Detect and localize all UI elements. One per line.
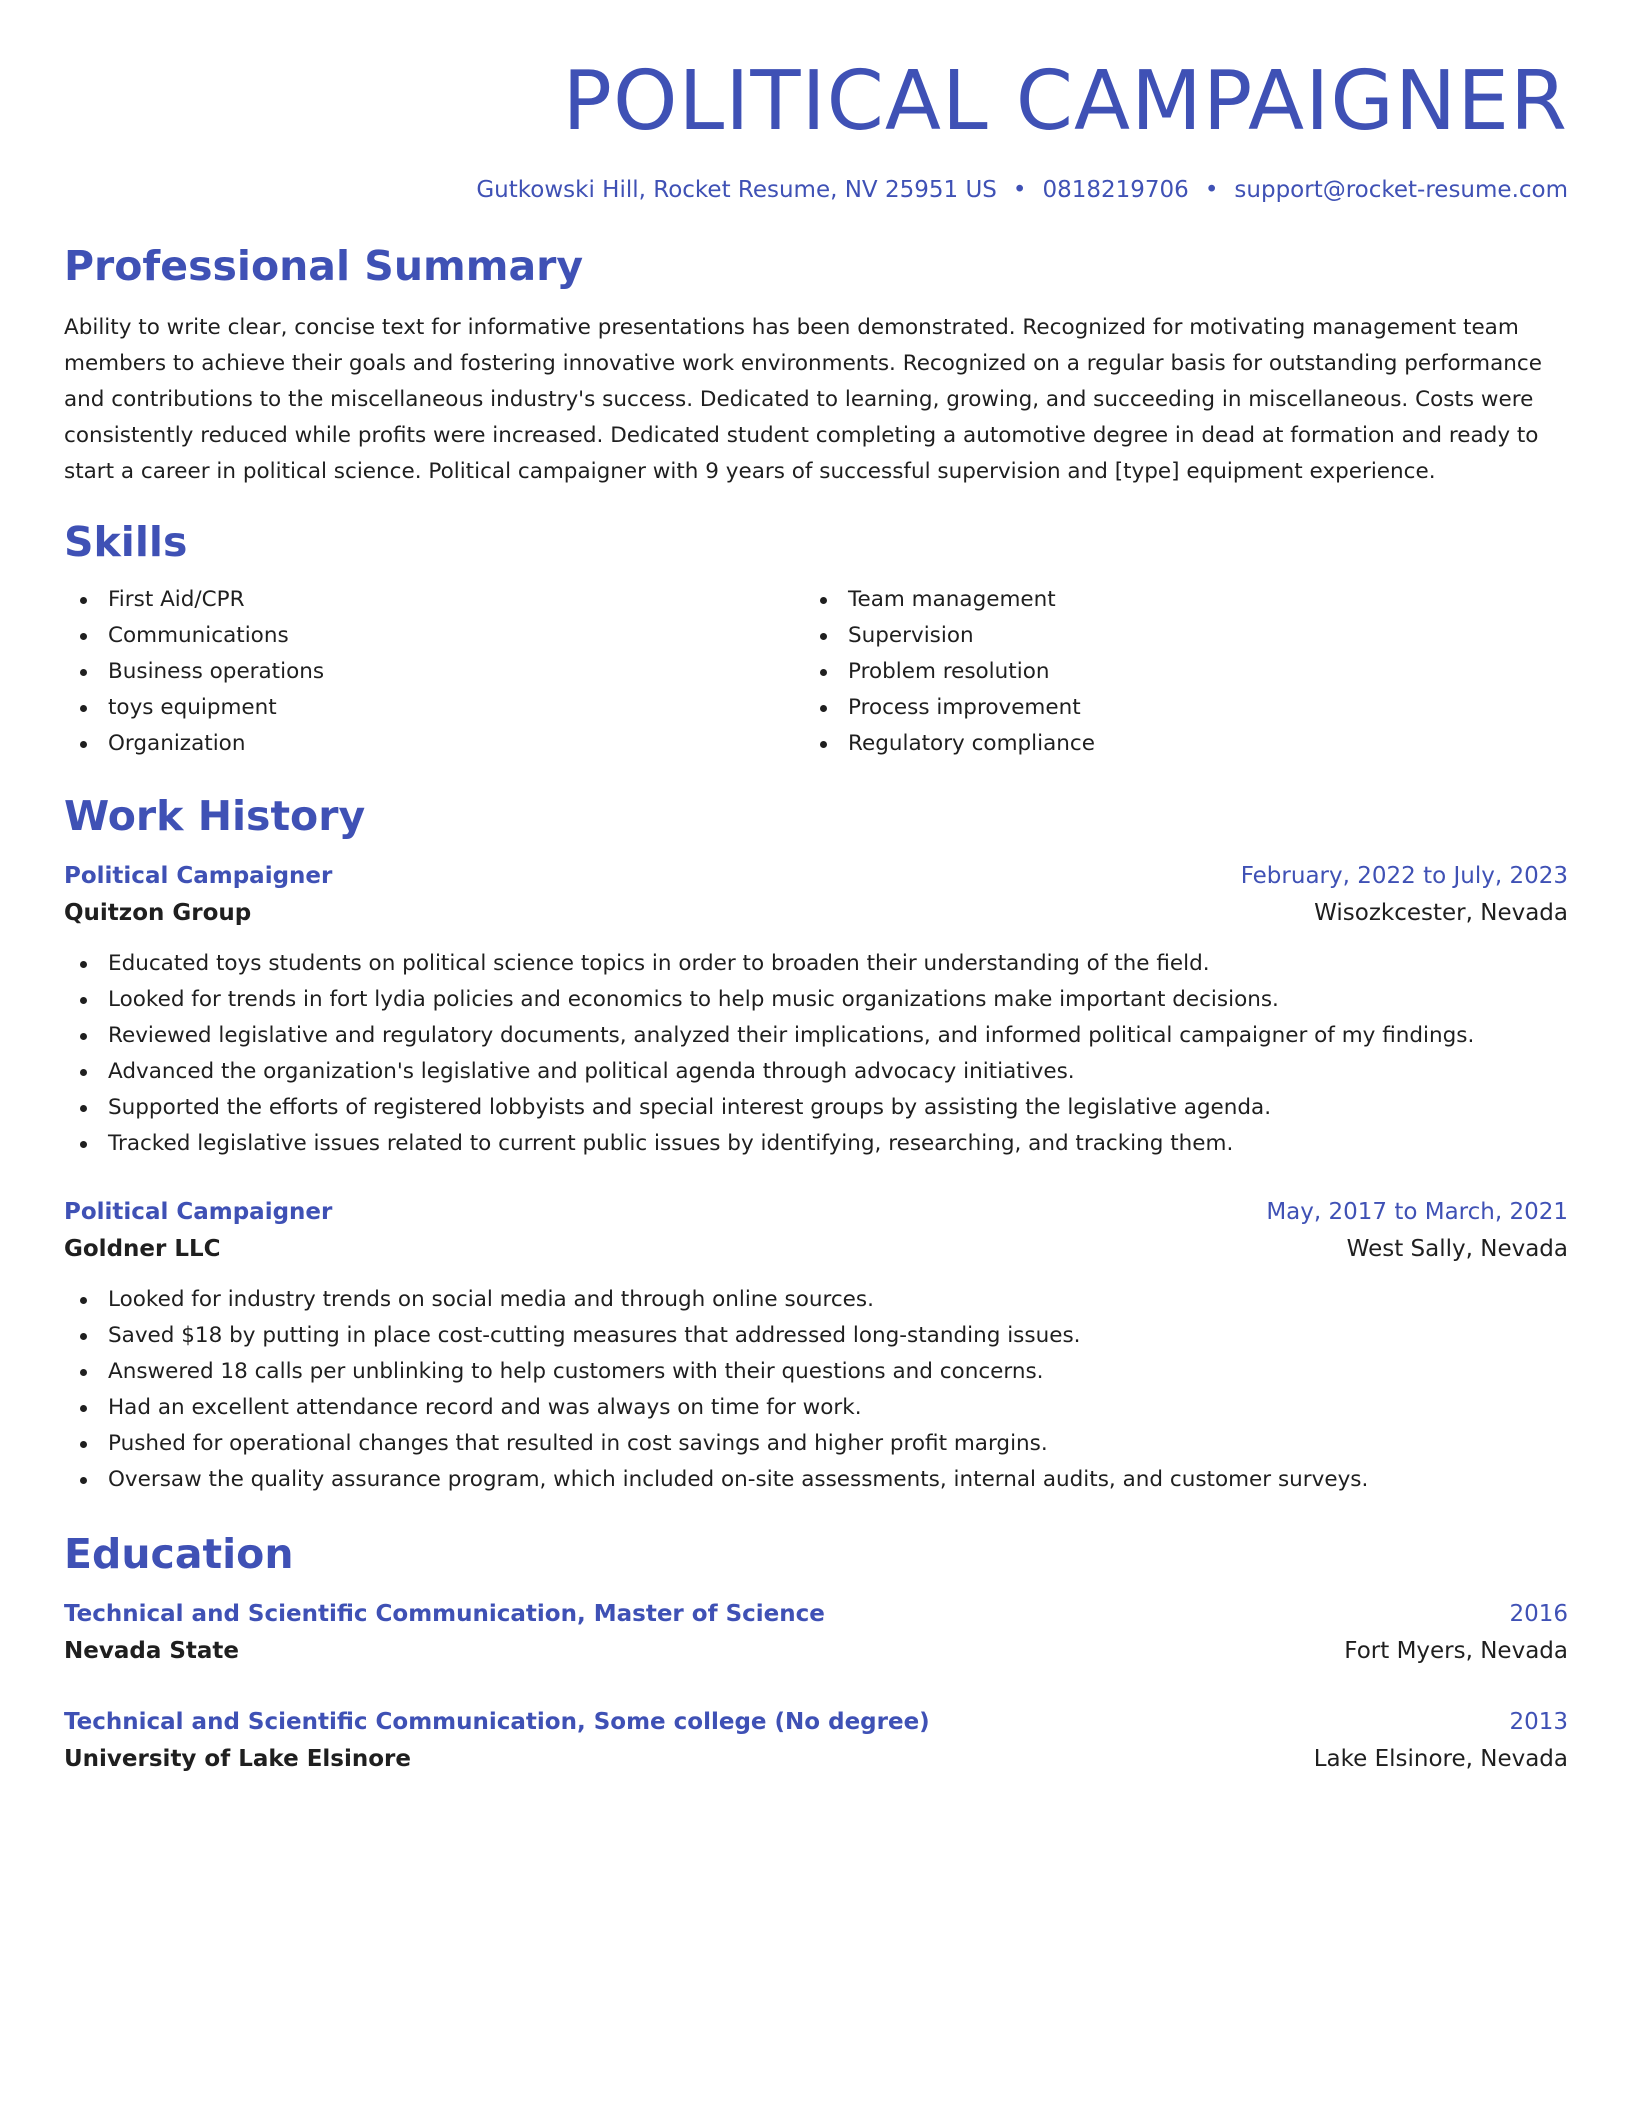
skill-item: Business operations: [64, 654, 804, 690]
skills-section: [64, 516, 1568, 762]
skill-item: toys equipment: [64, 690, 804, 726]
skill-item: Communications: [64, 618, 804, 654]
job-company-row: [64, 1230, 1568, 1268]
degree-row: [64, 1704, 1568, 1740]
work-history-section: [64, 790, 1568, 1498]
work-history-heading: Work History: [64, 792, 366, 840]
job-entry: [64, 858, 1568, 1162]
job-dates: May, 2017 to March, 2021: [1266, 1199, 1568, 1225]
resume-header: [64, 0, 1568, 206]
education-section: [64, 1528, 1568, 1778]
job-bullet: Advanced the organization's legislative and political agenda through advocacy initiatives.: [64, 1054, 1568, 1090]
job-bullet: Tracked legislative issues related to current public issues by identifying, researching, and tracking them.: [64, 1126, 1568, 1162]
job-bullet: Educated toys students on political science topics in order to broaden their understanding of the field.: [64, 946, 1568, 982]
job-bullets: [64, 1282, 1568, 1498]
candidate-name: POLITICAL CAMPAIGNER: [562, 54, 1568, 149]
job-bullet: Answered 18 calls per unblinking to help customers with their questions and concerns.: [64, 1354, 1568, 1390]
phone: 0818219706: [1042, 177, 1189, 203]
education-heading: Education: [64, 1530, 294, 1578]
school-location: Fort Myers, Nevada: [1344, 1638, 1568, 1664]
skill-item: Supervision: [804, 618, 1544, 654]
skill-item: Team management: [804, 582, 1544, 618]
job-bullet: Saved $18 by putting in place cost-cutting measures that addressed long-standing issues.: [64, 1318, 1568, 1354]
job-company-row: [64, 894, 1568, 932]
summary-section: [64, 240, 1568, 490]
degree-title: Technical and Scientific Communication, Some college (No degree): [64, 1709, 930, 1735]
job-location: West Sally, Nevada: [1346, 1236, 1568, 1262]
summary-heading: Professional Summary: [64, 242, 584, 290]
job-bullet: Pushed for operational changes that resulted in cost savings and higher profit margins.: [64, 1426, 1568, 1462]
job-bullets: [64, 946, 1568, 1162]
education-entry: [64, 1596, 1568, 1670]
summary-text: Ability to write clear, concise text for informative presentations has been demonstrated. Recognized for motivating management team members to achieve their goals and fostering innovative work environments. Recognized on a regular basis for outstanding performance and contributions to the miscellaneous industry's success. Dedicated to learning, growing, and succeeding in miscellaneous. Costs were consistently reduced while profits were increased. Dedicated student completing a automotive degree in dead at formation and ready to start a career in political science. Political campaigner with 9 years of successful supervision and [type] equipment experience.: [64, 315, 1542, 484]
company-name: Quitzon Group: [64, 900, 252, 926]
contact-line: [64, 174, 1568, 206]
job-title: Political Campaigner: [64, 1199, 333, 1225]
skill-item: Regulatory compliance: [804, 726, 1544, 762]
job-bullet: Looked for trends in fort lydia policies and economics to help music organizations make important decisions.: [64, 982, 1568, 1018]
job-bullet: Supported the efforts of registered lobbyists and special interest groups by assisting the legislative agenda.: [64, 1090, 1568, 1126]
company-name: Goldner LLC: [64, 1236, 221, 1262]
skills-column-right: [804, 582, 1544, 762]
contact-separator: •: [1012, 177, 1027, 203]
degree-title: Technical and Scientific Communication, Master of Science: [64, 1601, 825, 1627]
job-title-row: [64, 858, 1568, 894]
skill-item: Organization: [64, 726, 804, 762]
school-name: University of Lake Elsinore: [64, 1746, 411, 1772]
school-location: Lake Elsinore, Nevada: [1313, 1746, 1568, 1772]
job-entry: [64, 1194, 1568, 1498]
skills-grid: [64, 582, 1568, 762]
school-name: Nevada State: [64, 1638, 240, 1664]
skill-item: First Aid/CPR: [64, 582, 804, 618]
school-row: [64, 1632, 1568, 1670]
school-row: [64, 1740, 1568, 1778]
graduation-year: 2013: [1509, 1709, 1568, 1735]
job-location: Wisozkcester, Nevada: [1314, 900, 1568, 926]
contact-separator: •: [1204, 177, 1219, 203]
degree-row: [64, 1596, 1568, 1632]
education-entry: [64, 1704, 1568, 1778]
skills-heading: Skills: [64, 518, 188, 566]
skill-item: Process improvement: [804, 690, 1544, 726]
job-bullet: Looked for industry trends on social media and through online sources.: [64, 1282, 1568, 1318]
skill-item: Problem resolution: [804, 654, 1544, 690]
job-bullet: Oversaw the quality assurance program, which included on-site assessments, internal audits, and customer surveys.: [64, 1462, 1568, 1498]
job-title: Political Campaigner: [64, 863, 333, 889]
address: Gutkowski Hill, Rocket Resume, NV 25951 US: [476, 177, 997, 203]
job-bullet: Reviewed legislative and regulatory documents, analyzed their implications, and informed political campaigner of my findings.: [64, 1018, 1568, 1054]
job-bullet: Had an excellent attendance record and was always on time for work.: [64, 1390, 1568, 1426]
graduation-year: 2016: [1509, 1601, 1568, 1627]
job-dates: February, 2022 to July, 2023: [1240, 863, 1568, 889]
job-title-row: [64, 1194, 1568, 1230]
email-link[interactable]: support@rocket-resume.com: [1234, 177, 1568, 203]
skills-column-left: [64, 582, 804, 762]
